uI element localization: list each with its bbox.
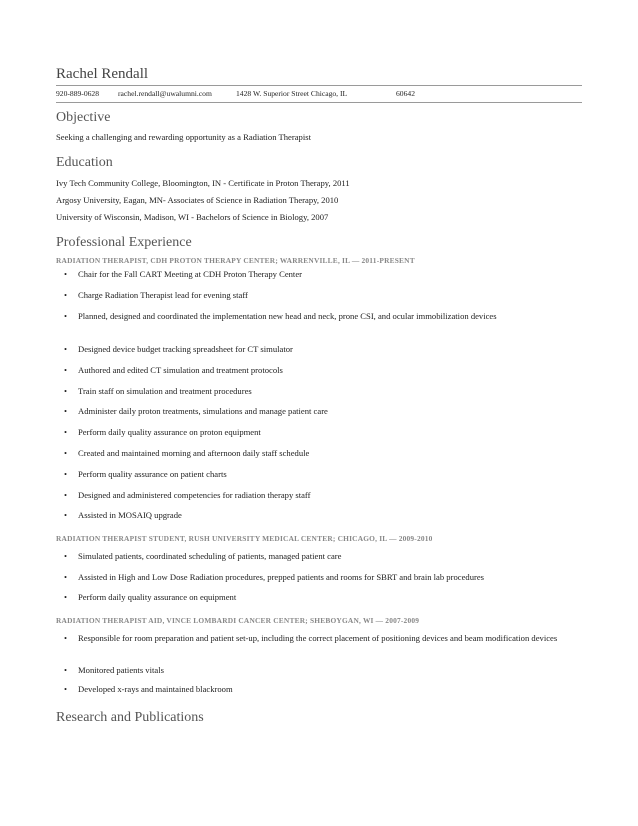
list-item: • Perform daily quality assurance on equipment <box>64 592 237 602</box>
list-item: • Administer daily proton treatments, simulations and manage patient care <box>64 406 328 416</box>
bullet-icon: • <box>64 406 68 416</box>
list-item: • Simulated patients, coordinated scheduling of patients, managed patient care <box>64 551 342 561</box>
education-item: Ivy Tech Community College, Bloomington, IN - Certificate in Proton Therapy, 2011 <box>56 178 350 188</box>
objective-title: Objective <box>56 110 111 125</box>
list-item: • Designed and administered competencies for radiation therapy staff <box>64 490 311 500</box>
contact-address: 1428 W. Superior Street Chicago, IL <box>236 89 348 98</box>
bullet-icon: • <box>64 665 68 675</box>
bullet-icon: • <box>64 386 68 396</box>
bullet-icon: • <box>64 269 68 279</box>
list-item: • Assisted in High and Low Dose Radiation procedures, prepped patients and rooms for SBRT and brain lab procedures <box>64 572 485 582</box>
bullet-icon: • <box>64 510 68 520</box>
bullet-icon: • <box>64 684 68 694</box>
list-item: • Developed x-rays and maintained blackroom <box>64 684 233 694</box>
bullet-icon: • <box>64 365 68 375</box>
bullet-icon: • <box>64 490 68 500</box>
list-item: • Planned, designed and coordinated the implementation new head and neck, prone CSI, and ocular immobilization devices <box>64 311 497 321</box>
contact-phone: 920-889-0628 <box>56 89 100 98</box>
bullet-icon: • <box>64 592 68 602</box>
bullet-icon: • <box>64 551 68 561</box>
education-item: University of Wisconsin, Madison, WI - Bachelors of Science in Biology, 2007 <box>56 212 329 222</box>
list-item: • Responsible for room preparation and patient set-up, including the correct placement of positioning devices and beam modification devices <box>64 633 558 643</box>
bullet-icon: • <box>64 311 68 321</box>
list-item: • Created and maintained morning and afternoon daily staff schedule <box>64 448 310 458</box>
list-item: • Designed device budget tracking spreadsheet for CT simulator <box>64 344 293 354</box>
bullet-icon: • <box>64 448 68 458</box>
contact-zip: 60642 <box>396 89 415 98</box>
candidate-name: Rachel Rendall <box>56 66 149 82</box>
list-item: • Chair for the Fall CART Meeting at CDH Proton Therapy Center <box>64 269 302 279</box>
education-item: Argosy University, Eagan, MN- Associates of Science in Radiation Therapy, 2010 <box>56 195 339 205</box>
list-item: • Authored and edited CT simulation and treatment protocols <box>64 365 283 375</box>
bullet-icon: • <box>64 290 68 300</box>
list-item: • Perform daily quality assurance on proton equipment <box>64 427 261 437</box>
job-heading: RADIATION THERAPIST STUDENT, RUSH UNIVERSITY MEDICAL CENTER; CHICAGO, IL — 2009-2010 <box>56 534 433 543</box>
bullet-icon: • <box>64 633 68 643</box>
objective-text: Seeking a challenging and rewarding opportunity as a Radiation Therapist <box>56 132 311 142</box>
bullet-icon: • <box>64 469 68 479</box>
contact-email[interactable]: rachel.rendall@uwalumni.com <box>118 89 212 98</box>
job-heading: RADIATION THERAPIST AID, VINCE LOMBARDI CANCER CENTER; SHEBOYGAN, WI — 2007-2009 <box>56 616 420 625</box>
contact-divider <box>56 102 582 103</box>
bullet-icon: • <box>64 572 68 582</box>
bullet-icon: • <box>64 427 68 437</box>
list-item: • Monitored patients vitals <box>64 665 164 675</box>
list-item: • Train staff on simulation and treatment procedures <box>64 386 252 396</box>
list-item: • Assisted in MOSAIQ upgrade <box>64 510 182 520</box>
list-item: • Perform quality assurance on patient charts <box>64 469 227 479</box>
job-heading: RADIATION THERAPIST, CDH PROTON THERAPY CENTER; WARRENVILLE, IL — 2011-PRESENT <box>56 256 415 265</box>
education-title: Education <box>56 155 113 170</box>
bullet-icon: • <box>64 344 68 354</box>
header-divider <box>56 85 582 86</box>
experience-title: Professional Experience <box>56 235 192 250</box>
research-title: Research and Publications <box>56 710 204 725</box>
list-item: • Charge Radiation Therapist lead for evening staff <box>64 290 248 300</box>
